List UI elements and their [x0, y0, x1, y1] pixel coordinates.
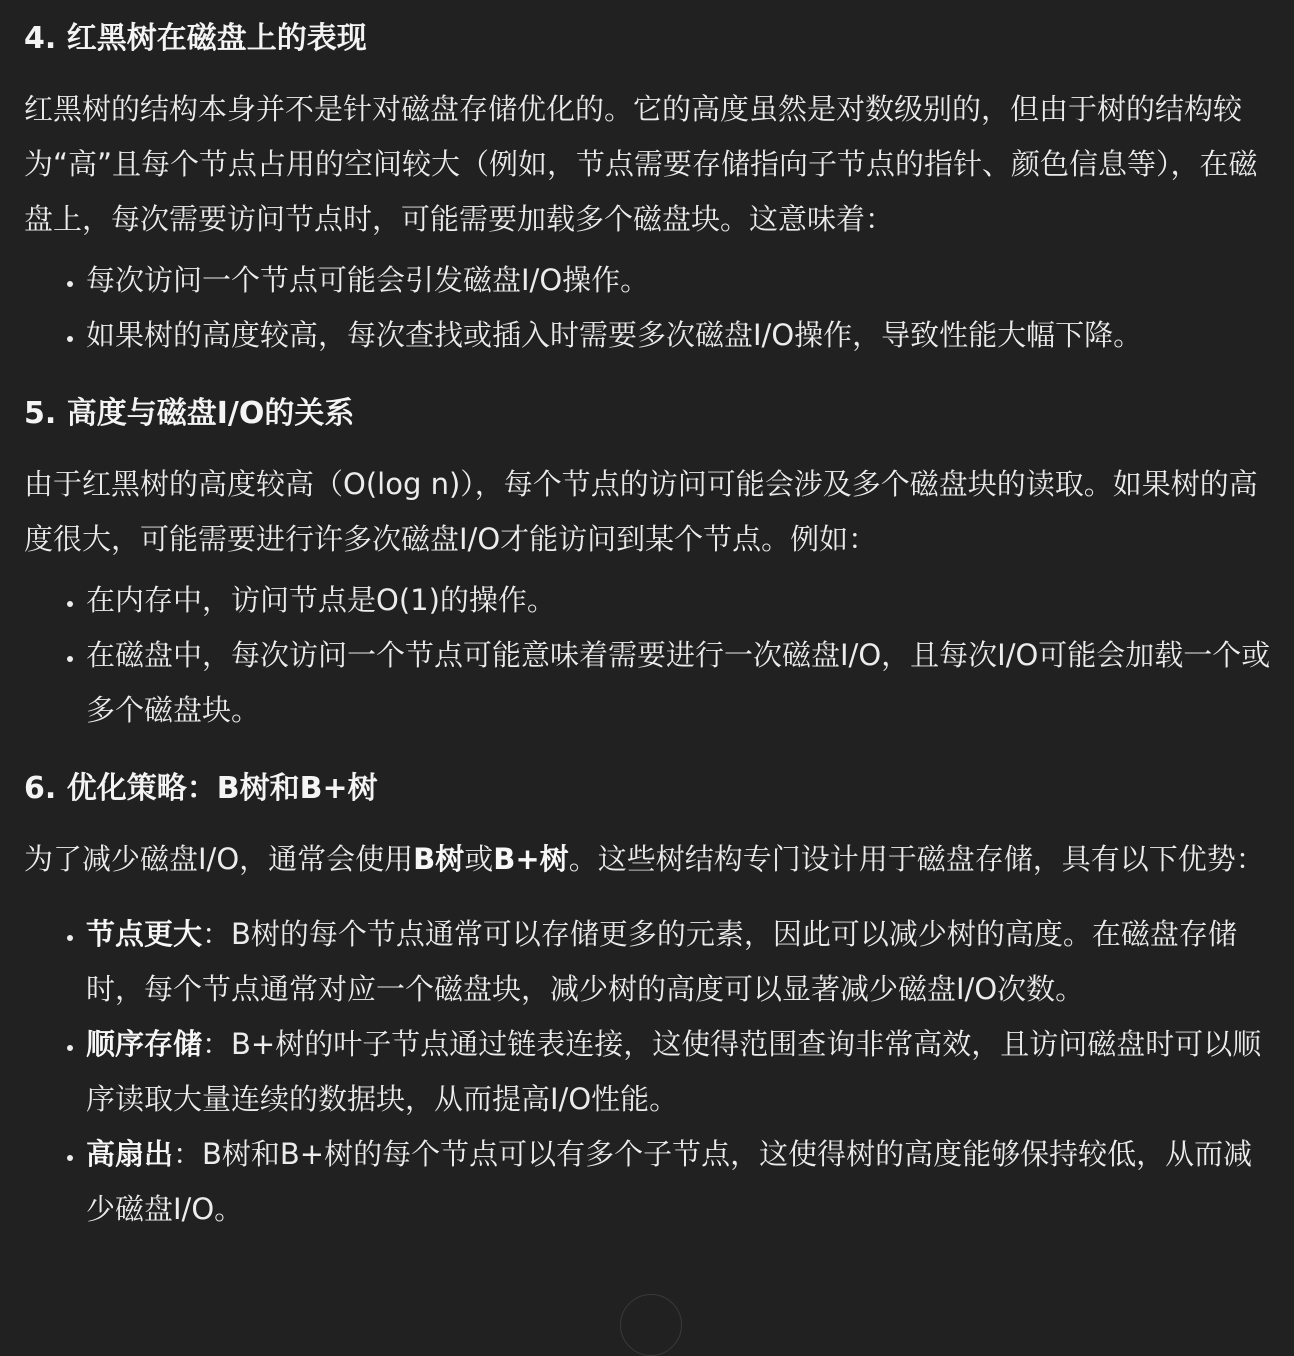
bullet-text: ：B树的每个节点通常可以存储更多的元素，因此可以减少树的高度。在磁盘存储时，每个节点通常对应一个磁盘块，减少树的高度可以显著减少磁盘I/O次数。	[86, 917, 1237, 1006]
paragraph-text: 为了减少磁盘I/O，通常会使用	[24, 842, 414, 876]
section-paragraph: 由于红黑树的高度较高（O(log n)），每个节点的访问可能会涉及多个磁盘块的读取。如果树的高度很大，可能需要进行许多次磁盘I/O才能访问到某个节点。例如：	[24, 467, 1258, 556]
section-heading: 6. 优化策略：B树和B+树	[24, 771, 378, 806]
list-item: • 在磁盘中，每次访问一个节点可能意味着需要进行一次磁盘I/O，且每次I/O可能会加载一个或多个磁盘块。	[86, 628, 1280, 738]
section-heading: 5. 高度与磁盘I/O的关系	[24, 396, 355, 431]
paragraph-text: 。这些树结构专门设计用于磁盘存储，具有以下优势：	[568, 842, 1265, 876]
list-item: • 如果树的高度较高，每次查找或插入时需要多次磁盘I/O操作，导致性能大幅下降。	[86, 308, 1280, 363]
list-item	[86, 1017, 1280, 1127]
bullet-list	[24, 907, 1280, 1237]
section-paragraph	[24, 832, 1280, 887]
bullet-text: ：B树和B+树的每个节点可以有多个子节点，这使得树的高度能够保持较低，从而减少磁盘I/O。	[86, 1137, 1253, 1226]
section-optimization	[24, 760, 1280, 1237]
section-paragraph: 红黑树的结构本身并不是针对磁盘存储优化的。它的高度虽然是对数级别的，但由于树的结构较为“高”且每个节点占用的空间较大（例如，节点需要存储指向子节点的指针、颜色信息等），在磁盘上，每次需要访问节点时，可能需要加载多个磁盘块。这意味着：	[24, 92, 1258, 236]
bullet-term: 顺序存储	[86, 1027, 203, 1061]
bullet-text: ：B+树的叶子节点通过链表连接，这使得范围查询非常高效，且访问磁盘时可以顺序读取大量连续的数据块，从而提高I/O性能。	[86, 1027, 1262, 1116]
list-item: • 在内存中，访问节点是O(1)的操作。	[86, 573, 1280, 628]
paragraph-text: 或	[464, 842, 494, 876]
bold-term-bplustree: B+树	[493, 842, 569, 876]
list-item	[86, 1127, 1280, 1237]
section-disk-behavior	[24, 10, 1280, 363]
scroll-down-button[interactable]	[620, 1294, 682, 1356]
list-item: • 每次访问一个节点可能会引发磁盘I/O操作。	[86, 253, 1280, 308]
bullet-term: 高扇出	[86, 1137, 174, 1171]
section-heading: 4. 红黑树在磁盘上的表现	[24, 21, 367, 56]
bullet-list	[24, 253, 1280, 363]
list-item	[86, 907, 1280, 1017]
bullet-term: 节点更大	[86, 917, 203, 951]
bullet-list	[24, 573, 1280, 738]
bold-term-btree: B树	[413, 842, 465, 876]
section-height-io	[24, 385, 1280, 738]
